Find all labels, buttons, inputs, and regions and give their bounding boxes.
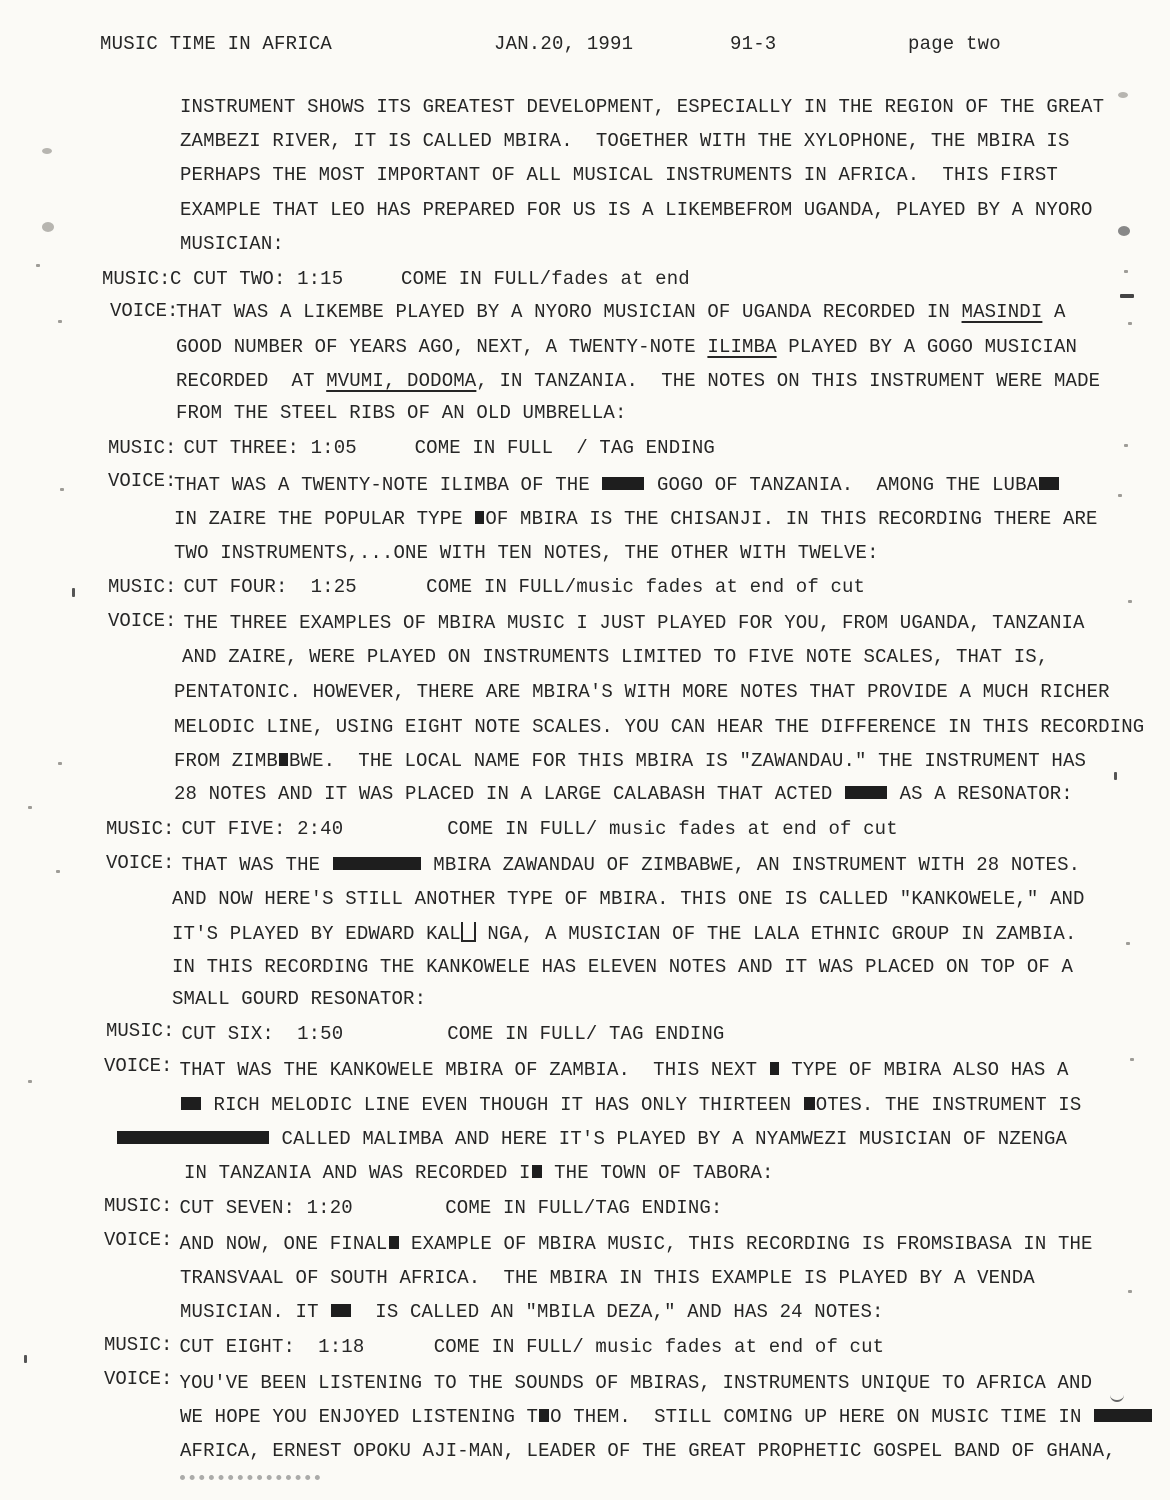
margin-fleck — [60, 488, 64, 491]
text-line: 28 NOTES AND IT WAS PLACED IN A LARGE CALABASH THAT ACTED AS A RESONATOR: — [174, 783, 1073, 805]
margin-hole — [1118, 92, 1128, 98]
voice-label: VOICE: — [104, 1055, 173, 1077]
margin-fleck — [28, 1080, 32, 1083]
struck-text — [1094, 1409, 1152, 1422]
struck-text — [117, 1131, 269, 1144]
text-line: MELODIC LINE, USING EIGHT NOTE SCALES. YOU CAN HEAR THE DIFFERENCE IN THIS RECORDING — [174, 716, 1145, 738]
struck-text — [1039, 477, 1059, 490]
struck-text — [331, 1304, 351, 1317]
margin-fleck — [1126, 942, 1130, 945]
music-label: MUSIC: — [108, 437, 177, 459]
margin-fleck — [1124, 444, 1128, 447]
struck-text — [389, 1236, 399, 1249]
text-line: THAT WAS THE KANKOWELE MBIRA OF ZAMBIA. THIS NEXT TYPE OF MBIRA ALSO HAS A — [168, 1059, 1069, 1081]
struck-text — [279, 753, 288, 766]
music-cue: CUT FIVE: 2:40 COME IN FULL/ music fades at end of cut — [170, 818, 898, 840]
text-line: AND NOW HERE'S STILL ANOTHER TYPE OF MBIRA. THIS ONE IS CALLED "KANKOWELE," AND — [172, 888, 1085, 910]
music-cue: CUT EIGHT: 1:18 COME IN FULL/ music fades at end of cut — [168, 1336, 885, 1358]
voice-label: VOICE: — [110, 300, 179, 322]
voice-label: VOICE: — [108, 470, 177, 492]
margin-fleck — [1130, 1058, 1134, 1061]
voice-label: VOICE: — [104, 1229, 173, 1251]
text-line: FROM THE STEEL RIBS OF AN OLD UMBRELLA: — [176, 402, 627, 424]
margin-fleck — [28, 806, 32, 809]
voice-label: VOICE: — [106, 852, 175, 874]
text-line: FROM ZIMB BWE. THE LOCAL NAME FOR THIS MBIRA IS "ZAWANDAU." THE INSTRUMENT HAS — [174, 750, 1087, 772]
text-line: THAT WAS A TWENTY-NOTE ILIMBA OF THE GOGO OF TANZANIA. AMONG THE LUBA — [174, 474, 1060, 496]
margin-fleck — [24, 1355, 27, 1363]
header-number: 91-3 — [730, 33, 777, 55]
margin-fleck — [58, 320, 62, 323]
margin-fleck — [1128, 600, 1132, 603]
margin-fleck — [56, 870, 60, 873]
music-label: MUSIC: — [108, 576, 177, 598]
struck-text — [181, 1097, 201, 1110]
margin-mark — [1110, 1392, 1124, 1402]
struck-text — [770, 1062, 779, 1075]
text-line: SMALL GOURD RESONATOR: — [172, 988, 427, 1010]
music-label: MUSIC: — [104, 1195, 173, 1217]
music-cue: C CUT TWO: 1:15 COME IN FULL/fades at end — [170, 268, 690, 290]
struck-text — [532, 1165, 542, 1178]
text-line: CALLED MALIMBA AND HERE IT'S PLAYED BY A NYAMWEZI MUSICIAN OF NZENGA — [116, 1128, 1067, 1150]
text-line: AND NOW, ONE FINAL EXAMPLE OF MBIRA MUSIC, THIS RECORDING IS FROMSIBASA IN THE — [168, 1233, 1093, 1255]
text-line: IN THIS RECORDING THE KANKOWELE HAS ELEVEN NOTES AND IT WAS PLACED ON TOP OF A — [172, 956, 1074, 978]
music-cue: CUT SIX: 1:50 COME IN FULL/ TAG ENDING — [170, 1023, 725, 1045]
music-cue: CUT THREE: 1:05 COME IN FULL / TAG ENDING — [172, 437, 715, 459]
margin-fleck — [72, 588, 75, 597]
text-line: AND ZAIRE, WERE PLAYED ON INSTRUMENTS LIMITED TO FIVE NOTE SCALES, THAT IS, — [182, 646, 1049, 668]
margin-fleck — [58, 762, 62, 765]
text-line: RICH MELODIC LINE EVEN THOUGH IT HAS ONLY THIRTEEN OTES. THE INSTRUMENT IS — [180, 1094, 1081, 1116]
margin-fleck — [36, 264, 40, 267]
text-line: IN TANZANIA AND WAS RECORDED I THE TOWN OF TABORA: — [184, 1162, 774, 1184]
clipped-line — [180, 1470, 330, 1500]
struck-text — [333, 857, 421, 870]
margin-hole — [42, 222, 54, 232]
text-line: GOOD NUMBER OF YEARS AGO, NEXT, A TWENTY-NOTE ILIMBA PLAYED BY A GOGO MUSICIAN — [176, 336, 1078, 358]
text-line: AFRICA, ERNEST OPOKU AJI-MAN, LEADER OF THE GREAT PROPHETIC GOSPEL BAND OF GHANA, — [180, 1440, 1116, 1462]
music-cue: CUT SEVEN: 1:20 COME IN FULL/TAG ENDING: — [168, 1197, 723, 1219]
struck-text — [804, 1097, 815, 1110]
text-line: YOU'VE BEEN LISTENING TO THE SOUNDS OF MBIRAS, INSTRUMENTS UNIQUE TO AFRICA AND — [168, 1372, 1093, 1394]
voice-label: VOICE: — [108, 610, 177, 632]
text-line: THAT WAS A LIKEMBE PLAYED BY A NYORO MUSICIAN OF UGANDA RECORDED IN MASINDI A — [176, 301, 1066, 323]
text-line: MUSICIAN. IT IS CALLED AN "MBILA DEZA," AND HAS 24 NOTES: — [180, 1301, 884, 1323]
text-line: PENTATONIC. HOWEVER, THERE ARE MBIRA'S WITH MORE NOTES THAT PROVIDE A MUCH RICHER — [174, 681, 1110, 703]
handwritten-correction-mark — [461, 922, 476, 942]
text-line: EXAMPLE THAT LEO HAS PREPARED FOR US IS A LIKEMBEFROM UGANDA, PLAYED BY A NYORO — [180, 199, 1093, 221]
header-program: MUSIC TIME IN AFRICA — [100, 33, 333, 55]
voice-label: VOICE: — [104, 1368, 173, 1390]
music-label: MUSIC: — [104, 1334, 173, 1356]
text-line: RECORDED AT MVUMI, DODOMA, IN TANZANIA. THE NOTES ON THIS INSTRUMENT WERE MADE — [176, 370, 1101, 392]
struck-text — [539, 1409, 549, 1422]
margin-hole — [1118, 226, 1130, 236]
text-line: IN ZAIRE THE POPULAR TYPE OF MBIRA IS THE CHISANJI. IN THIS RECORDING THERE ARE — [174, 508, 1098, 530]
music-cue: CUT FOUR: 1:25 COME IN FULL/music fades at end of cut — [172, 576, 866, 598]
struck-text — [845, 786, 887, 799]
struck-text — [475, 511, 484, 524]
text-line: TWO INSTRUMENTS,...ONE WITH TEN NOTES, THE OTHER WITH TWELVE: — [174, 542, 879, 564]
header-date: JAN.20, 1991 — [494, 33, 634, 55]
header-page: page two — [908, 33, 1001, 55]
text-line: TRANSVAAL OF SOUTH AFRICA. THE MBIRA IN THIS EXAMPLE IS PLAYED BY A VENDA — [180, 1267, 1035, 1289]
struck-text — [602, 477, 644, 490]
underlined-place-name: MASINDI — [961, 301, 1043, 323]
margin-fleck — [1128, 1290, 1132, 1293]
margin-fleck — [1128, 322, 1132, 325]
underlined-instrument-name: ILIMBA — [707, 336, 777, 358]
music-label: MUSIC: — [106, 1020, 175, 1042]
text-line: PERHAPS THE MOST IMPORTANT OF ALL MUSICAL INSTRUMENTS IN AFRICA. THIS FIRST — [180, 164, 1058, 186]
text-line: WE HOPE YOU ENJOYED LISTENING T O THEM. STILL COMING UP HERE ON MUSIC TIME IN — [180, 1406, 1153, 1428]
text-line: THAT WAS THE MBIRA ZAWANDAU OF ZIMBABWE, AN INSTRUMENT WITH 28 NOTES. — [170, 854, 1081, 876]
text-line: INSTRUMENT SHOWS ITS GREATEST DEVELOPMENT, ESPECIALLY IN THE REGION OF THE GREAT — [180, 96, 1105, 118]
margin-fleck — [1124, 270, 1128, 273]
margin-fleck — [1120, 294, 1134, 298]
underlined-place-name: MVUMI, DODOMA — [326, 370, 477, 392]
margin-hole — [42, 148, 52, 154]
text-line: ZAMBEZI RIVER, IT IS CALLED MBIRA. TOGETHER WITH THE XYLOPHONE, THE MBIRA IS — [180, 130, 1070, 152]
music-label: MUSIC: — [102, 268, 171, 290]
music-label: MUSIC: — [106, 818, 175, 840]
text-line: IT'S PLAYED BY EDWARD KAL NGA, A MUSICIAN OF THE LALA ETHNIC GROUP IN ZAMBIA. — [172, 923, 1077, 945]
clipped-text-fragment — [180, 1470, 320, 1480]
margin-fleck — [1114, 772, 1117, 780]
text-line: MUSICIAN: — [180, 233, 284, 255]
margin-fleck — [1118, 494, 1122, 497]
text-line: THE THREE EXAMPLES OF MBIRA MUSIC I JUST PLAYED FOR YOU, FROM UGANDA, TANZANIA — [172, 612, 1085, 634]
